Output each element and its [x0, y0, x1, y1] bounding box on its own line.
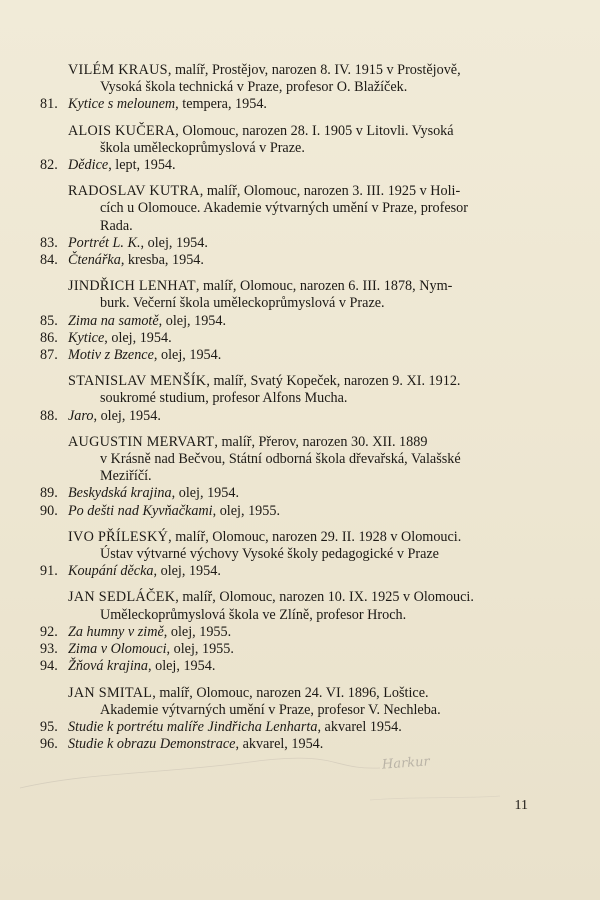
artist-name: STANISLAV MENŠÍK [68, 373, 207, 390]
artwork-number: 92. [40, 623, 58, 640]
artist-name: JAN SMITAL [68, 684, 153, 701]
artwork-item [40, 330, 540, 347]
artwork-medium-year: kresba, 1954. [127, 252, 204, 269]
artist-entry [40, 685, 540, 719]
artist-bio: malíř, Olomouc, narozen 10. IX. 1925 v Olomouci. [182, 589, 474, 606]
artwork-number: 94. [40, 658, 58, 675]
catalog-list [40, 62, 540, 753]
artwork-text: Čtenářka, kresba, 1954. [68, 252, 204, 269]
artist-bio-continuation: Akademie výtvarných umění v Praze, profesor V. Nechleba. [100, 701, 441, 718]
artwork-item [40, 313, 540, 330]
artwork-title: Žňová krajina [68, 658, 148, 675]
artwork-medium-year: akvarel, 1954. [242, 736, 324, 753]
artwork-number: 96. [40, 736, 58, 753]
artwork-item [40, 235, 540, 252]
artist-name: ALOIS KUČERA [68, 122, 176, 139]
artist-bio-first-line: STANISLAV MENŠÍK, malíř, Svatý Kopeček, narozen 9. XI. 1912. [68, 373, 461, 390]
artwork-title: Portrét L. K. [68, 234, 141, 251]
artwork-number: 91. [40, 563, 58, 580]
artist-bio-continuation: Rada. [100, 217, 133, 234]
artwork-medium-year: lept, 1954. [115, 157, 176, 174]
artwork-number: 88. [40, 407, 58, 424]
artist-name: AUGUSTIN MERVART [68, 433, 215, 450]
artwork-text: Studie k portrétu malíře Jindřicha Lenharta, akvarel 1954. [68, 718, 402, 735]
artist-bio: malíř, Prostějov, narozen 8. IV. 1915 v Prostějově, [174, 62, 461, 78]
artwork-number: 85. [40, 312, 58, 329]
artwork-medium-year: tempera, 1954. [182, 96, 267, 113]
artwork-item [40, 624, 540, 641]
artwork-title: Za humny v zimě [68, 623, 164, 640]
artist-name: JAN SEDLÁČEK [68, 589, 176, 606]
artist-bio-first-line: ALOIS KUČERA, Olomouc, narozen 28. I. 1905 v Litovli. Vysoká [68, 122, 454, 139]
artwork-text: Kytice, olej, 1954. [68, 329, 172, 346]
artwork-medium-year: olej, 1954. [111, 329, 172, 346]
page-number: 11 [514, 798, 528, 813]
artwork-number: 83. [40, 234, 58, 251]
artwork-text: Zima na samotě, olej, 1954. [68, 312, 227, 329]
artwork-item [40, 252, 540, 269]
artist-entry [40, 62, 540, 96]
artist-name: RADOSLAV KUTRA [68, 183, 200, 200]
artwork-item [40, 347, 540, 364]
artwork-text: Dědice, lept, 1954. [68, 157, 176, 174]
artist-bio-continuation: soukromé studium, profesor Alfons Mucha. [100, 390, 348, 407]
artwork-item [40, 503, 540, 520]
artwork-medium-year: olej, 1954. [147, 234, 208, 251]
artist-bio-first-line: IVO PŘÍLESKÝ, malíř, Olomouc, narozen 29. II. 1928 v Olomouci. [68, 528, 462, 545]
artist-bio: malíř, Přerov, narozen 30. XII. 1889 [221, 433, 428, 450]
artwork-number: 82. [40, 157, 58, 174]
artwork-item [40, 658, 540, 675]
artwork-item [40, 408, 540, 425]
artwork-text: Motiv z Bzence, olej, 1954. [68, 347, 222, 364]
artwork-text: Kytice s melounem, tempera, 1954. [68, 96, 267, 113]
artwork-medium-year: olej, 1954. [155, 658, 216, 675]
artwork-item [40, 157, 540, 174]
artwork-medium-year: olej, 1954. [165, 312, 227, 329]
pencil-annotation: Harkur [381, 754, 431, 773]
artist-entry [40, 529, 540, 563]
artist-entry [40, 589, 540, 623]
artwork-title: Zima na samotě [68, 312, 159, 329]
artwork-medium-year: olej, 1955. [219, 502, 280, 519]
artwork-number: 86. [40, 329, 58, 346]
artwork-title: Studie k portrétu malíře Jindřicha Lenharta [68, 718, 318, 735]
artwork-text: Za humny v zimě, olej, 1955. [68, 623, 232, 640]
artwork-title: Dědice [68, 157, 109, 174]
artwork-text: Beskydská krajina, olej, 1954. [68, 485, 240, 502]
artist-entry [40, 183, 540, 235]
artwork-text: Studie k obrazu Demonstrace, akvarel, 1954. [68, 736, 324, 753]
artist-bio-continuation: Uměleckoprůmyslová škola ve Zlíně, profesor Hroch. [100, 606, 407, 623]
artist-bio-continuation: škola uměleckoprůmyslová v Praze. [100, 139, 305, 156]
artwork-number: 93. [40, 641, 58, 658]
artist-name: JINDŘICH LENHAT [68, 278, 196, 295]
artwork-text: Žňová krajina, olej, 1954. [68, 658, 216, 675]
artwork-number: 90. [40, 502, 58, 519]
artwork-title: Zima v Olomouci [68, 641, 167, 658]
artist-name: VILÉM KRAUS [68, 62, 168, 78]
artwork-number: 87. [40, 347, 58, 364]
artist-entry [40, 434, 540, 486]
artist-bio-first-line: JAN SMITAL, malíř, Olomouc, narozen 24. VI. 1896, Loštice. [68, 684, 429, 701]
artist-entry [40, 123, 540, 157]
artwork-medium-year: olej, 1954. [160, 563, 221, 580]
artist-bio-continuation: Vysoká škola technická v Praze, profesor O. Blažíček. [100, 79, 408, 96]
artist-bio-continuation: Meziříčí. [100, 468, 152, 485]
artist-bio: malíř, Olomouc, narozen 3. III. 1925 v Holi- [206, 183, 461, 200]
artwork-title: Beskydská krajina [68, 485, 172, 502]
artwork-title: Čtenářka [68, 252, 121, 269]
artwork-text: Koupání děcka, olej, 1954. [68, 563, 221, 580]
artwork-text: Zima v Olomouci, olej, 1955. [68, 641, 234, 658]
artwork-text: Portrét L. K., olej, 1954. [68, 234, 208, 251]
artist-bio: Olomouc, narozen 28. I. 1905 v Litovli. Vysoká [182, 122, 454, 139]
artist-bio-first-line: RADOSLAV KUTRA, malíř, Olomouc, narozen 3. III. 1925 v Holi- [68, 183, 461, 200]
artist-bio: malíř, Olomouc, narozen 6. III. 1878, Nym- [202, 278, 453, 295]
artwork-title: Motiv z Bzence [68, 347, 154, 364]
artwork-title: Studie k obrazu Demonstrace [68, 736, 236, 753]
artwork-number: 95. [40, 718, 58, 735]
artwork-title: Koupání děcka [68, 563, 154, 580]
artwork-title: Po dešti nad Kyvňačkami [68, 502, 213, 519]
artwork-item [40, 736, 540, 753]
artwork-medium-year: olej, 1955. [173, 641, 234, 658]
artist-bio-continuation: Ústav výtvarné výchovy Vysoké školy pedagogické v Praze [100, 546, 439, 563]
artwork-title: Kytice s melounem [68, 96, 176, 113]
artist-bio: malíř, Svatý Kopeček, narozen 9. XI. 1912. [213, 373, 461, 390]
artist-bio-first-line: VILÉM KRAUS, malíř, Prostějov, narozen 8. IV. 1915 v Prostějově, [68, 62, 461, 78]
artist-bio: malíř, Olomouc, narozen 29. II. 1928 v Olomouci. [175, 528, 462, 545]
artwork-medium-year: olej, 1954. [178, 485, 240, 502]
artwork-item [40, 485, 540, 502]
artwork-medium-year: akvarel 1954. [324, 718, 402, 735]
artist-bio-first-line: JINDŘICH LENHAT, malíř, Olomouc, narozen 6. III. 1878, Nym- [68, 278, 453, 295]
artwork-number: 84. [40, 252, 58, 269]
artwork-number: 89. [40, 485, 58, 502]
artist-entry [40, 278, 540, 312]
artwork-medium-year: olej, 1954. [160, 347, 222, 364]
artwork-number: 81. [40, 96, 58, 113]
artwork-item [40, 563, 540, 580]
artwork-item [40, 641, 540, 658]
artwork-title: Kytice [68, 329, 105, 346]
artist-name: IVO PŘÍLESKÝ [68, 528, 169, 545]
artwork-item [40, 96, 540, 113]
artwork-text: Jaro, olej, 1954. [68, 407, 161, 424]
artwork-item [40, 719, 540, 736]
artwork-medium-year: olej, 1955. [170, 623, 232, 640]
artist-entry [40, 373, 540, 407]
artist-bio-first-line: AUGUSTIN MERVART, malíř, Přerov, narozen 30. XII. 1889 [68, 433, 428, 450]
artwork-title: Jaro [68, 407, 94, 424]
artist-bio-continuation: cích u Olomouce. Akademie výtvarných umění v Praze, profesor [100, 200, 468, 217]
artist-bio-first-line: JAN SEDLÁČEK, malíř, Olomouc, narozen 10. IX. 1925 v Olomouci. [68, 589, 474, 606]
artwork-text: Po dešti nad Kyvňačkami, olej, 1955. [68, 502, 280, 519]
artist-bio: malíř, Olomouc, narozen 24. VI. 1896, Loštice. [159, 684, 429, 701]
artwork-medium-year: olej, 1954. [100, 407, 161, 424]
artist-bio-continuation: burk. Večerní škola uměleckoprůmyslová v Praze. [100, 295, 385, 312]
artist-bio-continuation: v Krásně nad Bečvou, Státní odborná škola dřevařská, Valašské [100, 451, 461, 468]
